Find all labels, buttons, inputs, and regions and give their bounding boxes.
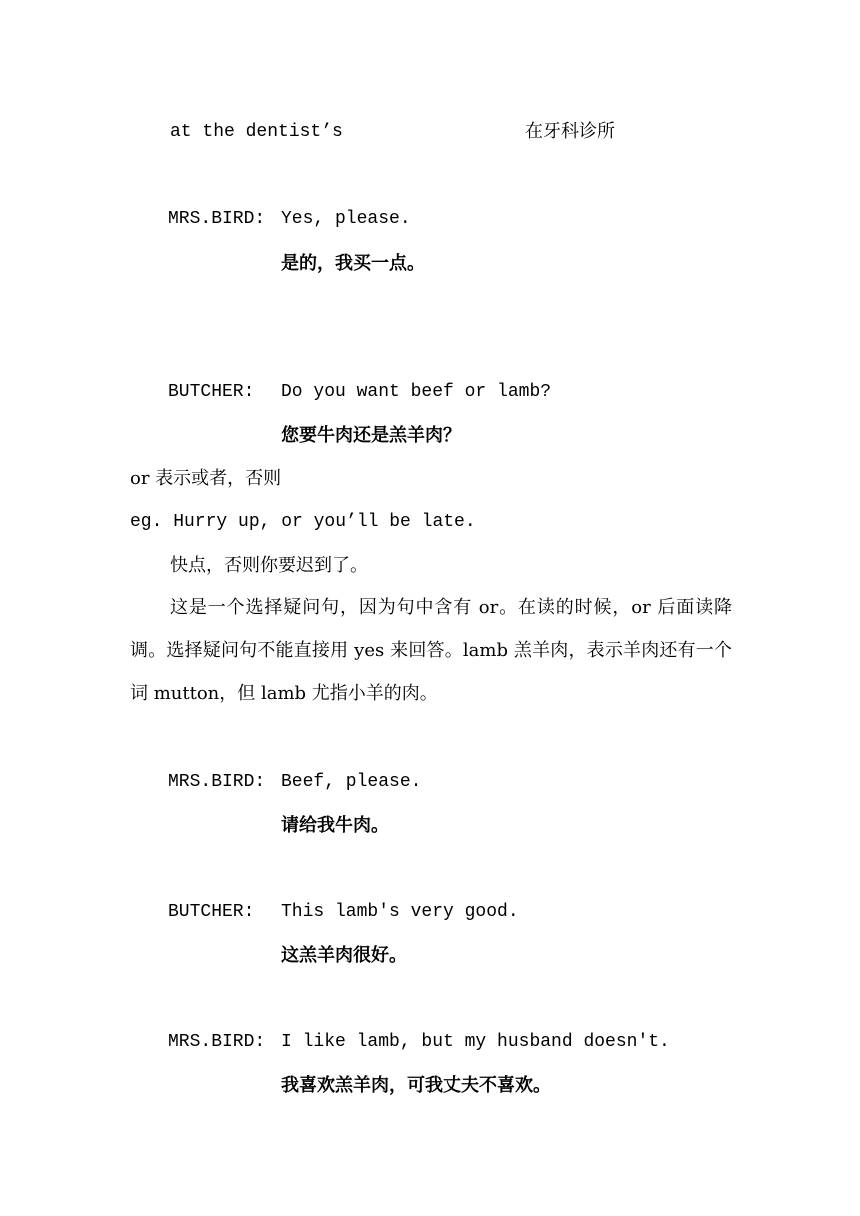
speaker-label: MRS.BIRD: (168, 209, 266, 229)
dialogue-chinese: 这羔羊肉很好。 (281, 945, 407, 966)
note-example-chinese: 快点，否则你要迟到了。 (170, 555, 368, 576)
note-example-english: eg. Hurry up, or you’ll be late. (130, 512, 476, 532)
dialogue-english: Yes, please. (281, 209, 411, 229)
dialogue-english: Do you want beef or lamb? (281, 382, 552, 402)
vocab-translation: 在牙科诊所 (525, 121, 615, 142)
speaker-label: MRS.BIRD: (168, 772, 266, 792)
speaker-label: MRS.BIRD: (168, 1032, 266, 1052)
vocab-phrase: at the dentist’s (170, 122, 343, 142)
dialogue-chinese: 您要牛肉还是羔羊肉？ (281, 425, 461, 446)
speaker-label: BUTCHER: (168, 902, 255, 922)
dialogue-english: I like lamb, but my husband doesn't. (281, 1032, 670, 1052)
note-explanation: 这是一个选择疑问句，因为句中含有 or。在读的时候，or 后面读降调。选择疑问句不能直接用 yes 来回答。lamb 羔羊肉，表示羊肉还有一个词 mutton，但 lamb 尤指小羊的肉。 (130, 597, 732, 704)
dialogue-chinese: 是的，我买一点。 (281, 253, 425, 274)
dialogue-chinese: 请给我牛肉。 (281, 815, 389, 836)
note-or-meaning: or 表示或者，否则 (130, 468, 282, 489)
speaker-label: BUTCHER: (168, 382, 255, 402)
dialogue-english: Beef, please. (281, 772, 422, 792)
dialogue-english: This lamb's very good. (281, 902, 519, 922)
dialogue-chinese: 我喜欢羔羊肉，可我丈夫不喜欢。 (281, 1075, 551, 1096)
